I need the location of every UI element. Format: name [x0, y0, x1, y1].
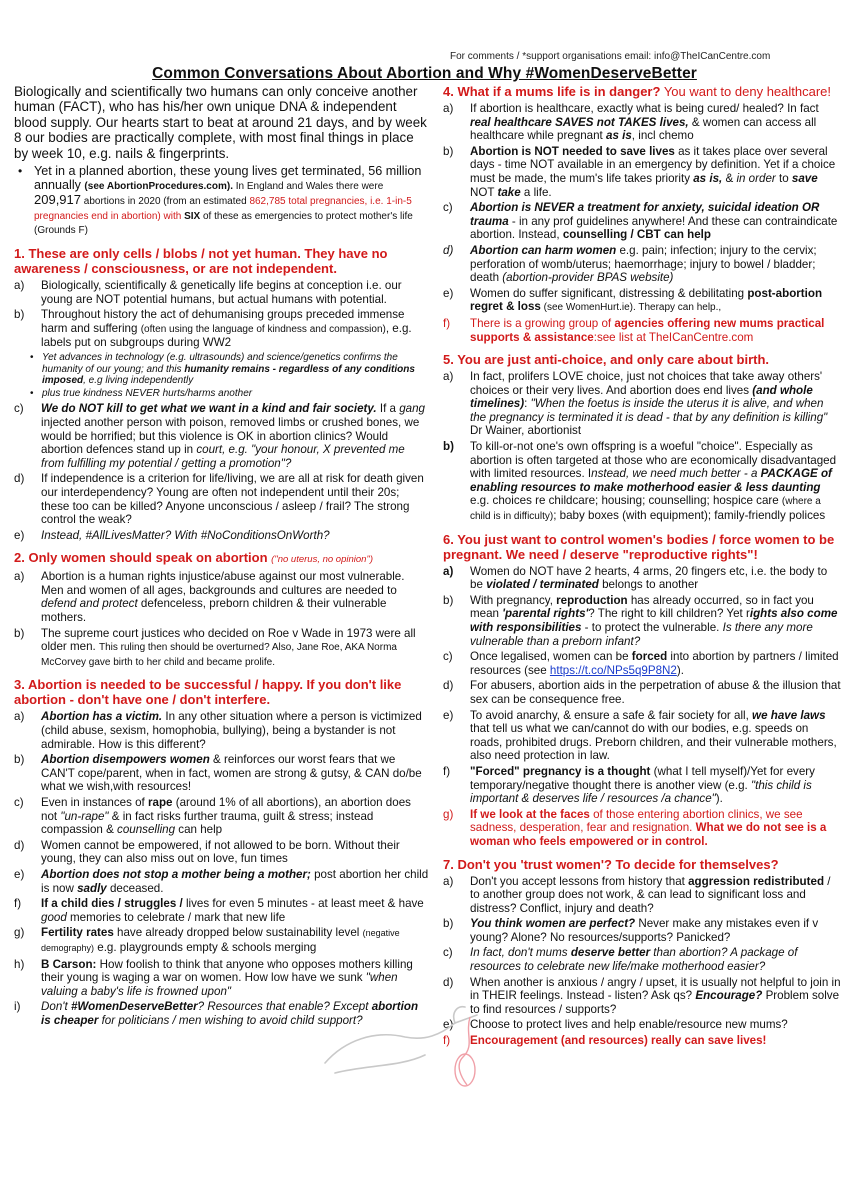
- text-part: When another is anxious / angry / upset, it is usually not helpful to join in in THEIR feelings. Instead - listen? Ask qs?: [470, 975, 841, 1003]
- list-item: [14, 472, 430, 526]
- text-part: good: [41, 910, 67, 924]
- text-part: Abortion does not stop a mother being a mother;: [41, 867, 311, 881]
- text-part: - in any prof guidelines anywhere! And these can contraindicate abortion. Instead,: [470, 214, 838, 242]
- list-item: [443, 917, 841, 944]
- bullet-part: Yet in a planned abortion, these young lives get terminated, 56 million annually: [34, 164, 422, 192]
- item-letter: c): [443, 650, 453, 664]
- item-text: Women cannot be empowered, if not allowed to be born. Without their young, they can also miss out on love, fun times: [41, 838, 400, 866]
- list-item: [443, 875, 841, 916]
- text-part: Women do NOT have 2 hearts, 4 arms, 20 fingers etc, i.e. the body to be: [470, 564, 828, 592]
- list-item: [14, 402, 430, 470]
- text-part: abortion is cheaper: [41, 1000, 419, 1027]
- text-part: a life.: [520, 185, 552, 199]
- item-text: [470, 594, 841, 648]
- text-part: nstead, we need much better - a: [591, 467, 761, 481]
- bullet-part: abortions in 2020 (from an estimated: [81, 196, 250, 208]
- item-letter: c): [443, 946, 453, 960]
- item-letter: a): [14, 279, 25, 292]
- intro-bullet: [14, 165, 430, 238]
- section-3-heading: 3. Abortion is needed to be successful / happy. If you don't like abortion - don't have one / don't interfere.: [14, 677, 402, 708]
- list-item: [14, 926, 430, 955]
- text-part: can help: [175, 823, 223, 837]
- text-part: Abortion can harm women: [470, 243, 617, 257]
- list-item: [14, 279, 430, 306]
- list-item: [14, 570, 430, 624]
- sub-bullet: [30, 352, 430, 387]
- item-letter: e): [443, 1018, 454, 1032]
- text-part: How foolish to think that anyone who opposes mothers killing their young is waging a war on women. How low have we sunk: [41, 957, 413, 985]
- right-column: [443, 84, 841, 1050]
- item-text: [470, 709, 841, 763]
- list-item: [443, 709, 841, 763]
- list-item: [443, 287, 841, 315]
- bundle-ribbon-line: [459, 1017, 470, 1085]
- item-letter: a): [443, 102, 454, 115]
- list-item: [14, 839, 430, 866]
- text-part: deserve better: [570, 946, 651, 960]
- item-letter: b): [443, 917, 454, 931]
- item-text: [470, 102, 841, 143]
- text-part: This ruling then should be overturned? Also, Jane Roe, AKA Norma McCorvey gave birth to her child and became prolife.: [41, 642, 397, 668]
- text-part: ights also come with responsibilities: [470, 607, 838, 634]
- bullet-dot-icon: •: [30, 351, 34, 363]
- item-letter: h): [14, 957, 25, 971]
- item-text: If independence is a criterion for life/living, we are all at risk for death given our interdependency? Young are often not independent until their 20s; these too can be killed? Anyone unconscious / asleep / frail? The strong control the weak?: [41, 472, 424, 527]
- text-part: Don't: [41, 1000, 71, 1014]
- list-item: [443, 102, 841, 143]
- item-text: [41, 627, 430, 670]
- item-text: [41, 402, 430, 470]
- list-item: [14, 529, 430, 543]
- section-2-heading: [14, 550, 430, 567]
- section-5-heading: 5. You are just anti-choice, and only care about birth.: [443, 352, 770, 368]
- item-letter: b): [443, 144, 454, 158]
- text-part: rape: [147, 796, 173, 809]
- text-part: real healthcare SAVES not TAKES lives,: [470, 115, 689, 129]
- item-letter: d): [14, 838, 25, 852]
- item-letter: f): [443, 764, 451, 778]
- text-part: of those entering abortion clinics, we see sadness, desperation, fear and resignation.: [470, 807, 803, 835]
- list-item: [443, 808, 841, 849]
- bullet-part: of these as emergencies to protect mother's life (Grounds F): [34, 210, 413, 237]
- list-item: [443, 1018, 841, 1032]
- text-part: / to another group does not work, & can lead to significant loss and distress? Conflict, injury and death?: [470, 874, 831, 915]
- text-part: defenceless, preborn children & their vulnerable mothers.: [41, 597, 387, 625]
- text-part: "this child is important & deserves life / resources /a chance": [470, 778, 812, 806]
- list-item: [443, 976, 841, 1017]
- stork-wing-line: [325, 1023, 455, 1063]
- text-part: "When the foetus is inside the uterus it is alive, and when the pregnancy is terminated it is dead - that by any definition is killing": [470, 397, 828, 424]
- text-part: Abortion is NOT needed to save lives: [470, 144, 675, 158]
- text-part: Don't you accept lessons from history that: [470, 874, 689, 888]
- list-item: [14, 710, 430, 751]
- bullet-dot-icon: •: [18, 164, 23, 179]
- item-letter: a): [14, 710, 25, 724]
- text-part: Yet advances in technology (e.g. ultrasounds) and science/genetics confirms the humanity of our young; and this: [42, 351, 398, 375]
- text-part: sadly: [77, 881, 107, 895]
- text-part: &: [722, 171, 737, 185]
- text-part: & reinforces our worst fears that we CAN'T cope/parent, when in fact, women are strong & gutsy, & CAN do/be what we wish,with resources!: [41, 753, 422, 794]
- stork-beak-line: [455, 1015, 477, 1023]
- text-part: #WomenDeserveBetter: [70, 1000, 198, 1014]
- list-item: [443, 244, 841, 285]
- item-letter: i): [14, 1000, 21, 1014]
- text-part: Abortion is a human rights injustice/abuse against our most vulnerable. Men and women of all ages, backgrounds and cultures are needed to: [41, 570, 405, 597]
- text-part: Fertility rates: [41, 926, 114, 940]
- item-text: Choose to protect lives and help enable/resource new mums?: [470, 1018, 788, 1032]
- text-part: & in fact risks further trauma, guilt & stress; instead compassion &: [41, 809, 374, 837]
- text-part: has already occurred, so in fact you mean: [470, 593, 814, 621]
- text-part: If a child dies / struggles /: [41, 897, 183, 911]
- text-part: for politicians / men wishing to avoid child support?: [98, 1013, 363, 1027]
- list-item: [443, 370, 841, 438]
- text-part: memories to celebrate / mark that new life: [66, 910, 286, 924]
- text-part: Throughout history the act of dehumanising groups preceded immense harm and suffering: [41, 308, 405, 335]
- item-letter: a): [14, 570, 25, 584]
- item-letter: c): [14, 402, 24, 416]
- intro-paragraph: Biologically and scientifically two humans can only conceive another human (FACT), who has his/her own unique DNA & independent blood supply. Our hearts start to beat at around 21 days, and by week 8 our bodies are practically complete, with most final things in place by week 10, e.g. nails & fingerprints.: [14, 84, 427, 161]
- text-part: reproduction: [556, 593, 628, 607]
- item-letter: b): [443, 593, 454, 607]
- text-part: as is: [606, 129, 632, 143]
- text-part: (abortion-provider BPAS website): [502, 271, 674, 285]
- text-part: Abortion is NEVER a treatment for anxiety, suicidal ideation OR trauma: [470, 201, 820, 228]
- item-text: [470, 244, 841, 285]
- text-part: Even in instances of: [41, 796, 148, 809]
- item-letter: f): [14, 897, 22, 911]
- text-part: Abortion has a victim.: [41, 710, 163, 724]
- text-part: The supreme court justices who decided on Roe v Wade in 1973 were all older men.: [41, 626, 416, 654]
- text-part: Never make any mistakes even if v young? Alone? No resources/supports? Panicked?: [470, 917, 819, 944]
- item-letter: d): [443, 975, 454, 989]
- item-letter: a): [443, 370, 454, 384]
- text-part: To avoid anarchy, & ensure a safe & fair society for all,: [470, 708, 753, 722]
- text-part: than abortion? A package of: [650, 946, 798, 960]
- item-text: [470, 145, 841, 199]
- heading-text: You want to deny healthcare!: [660, 84, 832, 99]
- sub-text: plus true kindness NEVER hurts/harms another: [42, 387, 253, 399]
- item-letter: d): [443, 679, 454, 693]
- text-part: (what I tell myself)/Yet for every temporary/negative thought there is another view (e.g.: [470, 764, 815, 792]
- item-letter: f): [443, 316, 451, 330]
- item-text: [41, 897, 430, 924]
- item-text: [470, 370, 841, 438]
- text-part: ).: [676, 663, 684, 677]
- list-item: [14, 897, 430, 924]
- text-part: resources: [470, 960, 521, 974]
- left-column: [14, 84, 430, 1030]
- text-part: PACKAGE of enabling resources to make motherhood easier & less daunting: [470, 467, 832, 494]
- text-part: Is there any more vulnerable than a preborn infant?: [470, 621, 813, 648]
- item-text: [41, 926, 430, 955]
- item-letter: c): [14, 796, 24, 809]
- text-part: humanity remains - regardless of any conditions imposed: [42, 363, 415, 387]
- text-part: gang: [399, 402, 425, 416]
- text-part: take: [497, 185, 521, 199]
- stork-baby-illustration: [305, 985, 480, 1095]
- text-part: B Carson:: [41, 957, 97, 971]
- text-part: court, e.g. "your honour, X prevented me from fulfilling my potential / getting a promotion"?: [41, 443, 405, 470]
- item-text: [470, 565, 841, 592]
- text-part: e.g. playgrounds empty & schools merging: [94, 940, 317, 954]
- list-item: [443, 765, 841, 806]
- item-text: Biologically, scientifically & genetically life begins at conception i.e. our young are NOT potential humans, but actual humans with potential.: [41, 279, 402, 306]
- list-item: [14, 868, 430, 895]
- text-part: :: [524, 397, 531, 411]
- item-text: [41, 710, 430, 751]
- text-part: e.g. pain; infection; injury to the cervix; perforation of womb/uterus; haemorrhage; injury to bowel / bladder; death: [470, 243, 817, 285]
- bullet-dot-icon: •: [30, 387, 34, 399]
- text-part: Women do suffer significant, distressing & debilitating: [470, 286, 748, 300]
- text-part: If abortion is healthcare, exactly what is being cured/ healed? In fact: [470, 102, 819, 115]
- list-item: [443, 594, 841, 648]
- item-text: [470, 287, 841, 315]
- item-text: [470, 201, 841, 242]
- section-6-heading: 6. You just want to control women's bodies / force women to be pregnant. We need / deserve "reproductive rights"!: [443, 531, 835, 562]
- text-part: save: [791, 171, 818, 185]
- text-part: In fact, don't mums: [470, 946, 571, 960]
- bullet-part: In England and Wales there were: [232, 180, 384, 192]
- text-part: "un-rape": [60, 809, 109, 823]
- text-part: - to protect the vulnerable.: [581, 621, 723, 634]
- text-part: to: [775, 171, 792, 185]
- text-part: as it takes place over several days - time NOT available in an emergency by definition. Yet if a choice must be made, the mum's life takes priority: [470, 144, 836, 185]
- text-part: defend and protect: [41, 597, 138, 611]
- list-item: [14, 796, 430, 837]
- bullet-part: (see AbortionProcedures.com).: [84, 180, 233, 192]
- text-part: that tell us what we can/cannot do with our bodies, e.g. speeds on roads, prohibited drugs. Preborn children, and their vulnerable mothers, also need protection in law.: [470, 722, 837, 763]
- list-item: [443, 650, 841, 677]
- item-text: [470, 875, 841, 916]
- text-part: lives for even 5 minutes - at least meet & have: [182, 897, 424, 911]
- intro-bullet-text: [34, 165, 430, 238]
- stork-body-line: [335, 1055, 425, 1073]
- item-text: [470, 317, 841, 344]
- item-text: Instead, #AllLivesMatter? With #NoConditionsOnWorth?: [41, 528, 330, 542]
- text-part: aggression redistributed: [688, 874, 825, 888]
- text-part: 'parental rights': [502, 607, 589, 621]
- text-part: (and whole timelines): [470, 383, 813, 411]
- list-item: [443, 440, 841, 524]
- list-item: [14, 753, 430, 794]
- section-4-heading: [443, 84, 841, 99]
- text-part: (where a child is in difficulty): [470, 496, 821, 523]
- sub-bullet: [30, 388, 430, 400]
- text-part: violated / terminated: [486, 578, 599, 592]
- text-part: "when valuing a baby's life is frowned upon": [41, 971, 398, 998]
- list-item: [14, 308, 430, 350]
- text-part: Problem solve to find resources / supports?: [470, 989, 840, 1016]
- list-item: [443, 946, 841, 973]
- item-letter: b): [443, 440, 454, 454]
- text-part: If a: [376, 402, 400, 416]
- item-text: [41, 753, 430, 794]
- item-text: For abusers, abortion aids in the perpetration of abuse & the illusion that sex can be consequence free.: [470, 679, 841, 706]
- text-part: in order: [736, 171, 776, 185]
- item-letter: a): [443, 874, 454, 888]
- item-letter: e): [443, 708, 454, 722]
- list-item: [443, 1034, 841, 1048]
- item-letter: c): [443, 201, 453, 215]
- item-text: [470, 765, 841, 806]
- list-item: [443, 201, 841, 242]
- text-part: :see list at TheICanCentre.com: [593, 330, 754, 344]
- text-part: we have laws: [752, 708, 826, 722]
- text-part: have already dropped below sustainability level: [113, 926, 363, 940]
- text-part: We do NOT kill to get what we want in a kind and fair society.: [41, 402, 377, 416]
- text-part: What we do not see is a woman who feels empowered or in control.: [470, 821, 827, 848]
- text-part: ? Resources that enable? Except: [197, 1000, 372, 1014]
- item-text: [470, 976, 841, 1017]
- text-part: Encourage?: [695, 989, 763, 1003]
- item-letter: g): [14, 926, 25, 940]
- item-letter: b): [14, 753, 25, 767]
- text-part: ; baby boxes (with equipment); family-friendly polices: [553, 509, 826, 523]
- text-part: If we look at the faces: [470, 807, 590, 821]
- text-part: counselling: [117, 823, 176, 837]
- item-text: [470, 808, 841, 849]
- text-part: injected another person with poison, removed limbs or crushed bones, we would be horrified; but this violence is OK in abortion clinics? Would abortion defences stand up in: [41, 415, 420, 457]
- text-part: You think women are perfect?: [470, 917, 636, 931]
- text-part: as is,: [693, 171, 723, 185]
- bullet-part: SIX: [184, 210, 201, 222]
- section-7-heading: 7. Don't you 'trust women'? To decide for themselves?: [443, 856, 779, 872]
- text-part: agencies offering new mums practical supports & assistance: [470, 316, 825, 344]
- text-part: counselling / CBT can help: [562, 228, 711, 242]
- item-text: [470, 917, 841, 944]
- text-part: to celebrate new life/make motherhood easier?: [520, 960, 766, 974]
- item-letter: b): [14, 308, 25, 322]
- text-part: (around 1% of all abortions), an abortion does not: [41, 796, 411, 823]
- text-part: Abortion disempowers women: [41, 753, 210, 767]
- item-text: [470, 440, 841, 524]
- heading-text: 4. What if a mums life is in danger?: [443, 84, 661, 99]
- sub-text: [42, 352, 430, 387]
- item-letter: d): [443, 243, 454, 257]
- text-part: With pregnancy,: [470, 593, 557, 607]
- text-part: post abortion her child is now: [41, 867, 429, 895]
- text-part: , e.g living independently: [83, 375, 194, 387]
- list-item: [443, 317, 841, 344]
- item-text: [470, 650, 841, 677]
- text-part: , incl chemo: [631, 129, 694, 143]
- item-text: [41, 868, 430, 895]
- text-part: into abortion by partners / limited resources (see: [470, 650, 839, 677]
- text-part: In any other situation where a person is victimized (child abuse, sexism, homophobia, bullying), being a bystander is not admirable. How is this different?: [41, 710, 422, 751]
- text-part: To kill-or-not one's own offspring is a woeful "choice". Especially as abortion is often targeted at those who are economically disadvantaged with limited resources. I: [470, 440, 837, 481]
- item-text: Encouragement (and resources) really can save lives!: [470, 1034, 767, 1048]
- item-letter: d): [14, 472, 25, 486]
- item-letter: e): [443, 286, 454, 300]
- item-text: [41, 570, 430, 624]
- text-part: deceased.: [106, 881, 164, 895]
- heading-note: ("no uterus, no opinion"): [271, 554, 373, 566]
- item-letter: e): [14, 528, 25, 542]
- item-letter: a): [443, 564, 454, 578]
- item-letter: g): [443, 807, 454, 821]
- text-part: post-abortion regret & loss: [470, 286, 823, 314]
- text-part: & women can access all healthcare while pregnant: [470, 115, 817, 143]
- abortions-count: 209,917: [34, 192, 81, 208]
- item-letter: b): [14, 626, 25, 640]
- text-part: e.g. choices re childcare; housing; counselling; hospice care: [470, 494, 782, 508]
- item-text: [41, 308, 430, 350]
- contact-email-line: For comments / *support organisations email: info@TheICanCentre.com: [450, 51, 771, 62]
- list-item: [443, 679, 841, 706]
- text-part: In fact, prolifers LOVE choice, just not choices that take away others' choices or their very lives. And abortion does end lives: [470, 370, 823, 397]
- item-letter: f): [443, 1034, 451, 1048]
- text-part: ? The right to kill children? Yet r: [588, 607, 750, 621]
- item-text: [470, 946, 841, 973]
- bullet-part: 862,785 total pregnancies, i.e. 1-in-5 pregnancies end in abortion) with: [34, 196, 412, 222]
- text-part: (negative demography): [41, 928, 400, 953]
- text-part: Once legalised, women can be: [470, 650, 632, 664]
- heading-text: 2. Only women should speak on abortion: [14, 550, 268, 566]
- text-part: (see WomenHurt.ie). Therapy can help.,: [540, 302, 722, 314]
- text-part: Dr Wainer, abortionist: [470, 424, 582, 438]
- text-part: forced: [631, 650, 668, 664]
- item-text: [41, 796, 430, 837]
- item-letter: e): [14, 867, 25, 881]
- page-title: Common Conversations About Abortion and Why #WomenDeserveBetter: [152, 65, 697, 82]
- text-part: There is a growing group of: [470, 316, 615, 330]
- text-part: NOT: [470, 185, 498, 199]
- list-item: [14, 627, 430, 670]
- list-item: [443, 145, 841, 199]
- text-part: "Forced" pregnancy is a thought: [470, 764, 651, 778]
- text-part: (often using the language of kindness and compassion): [140, 323, 386, 335]
- text-part: belongs to another: [598, 578, 699, 592]
- tco-link[interactable]: https://t.co/NPs5q9P8N2: [549, 663, 677, 677]
- list-item: [443, 565, 841, 592]
- baby-bundle-icon: [455, 1017, 475, 1086]
- text-part: , e.g. labels put on subgroups during WW2: [41, 321, 412, 350]
- section-1-heading: 1. These are only cells / blobs / not yet human. They have no awareness / consciousness, or are not independent.: [14, 246, 388, 276]
- text-part: ).: [715, 792, 723, 806]
